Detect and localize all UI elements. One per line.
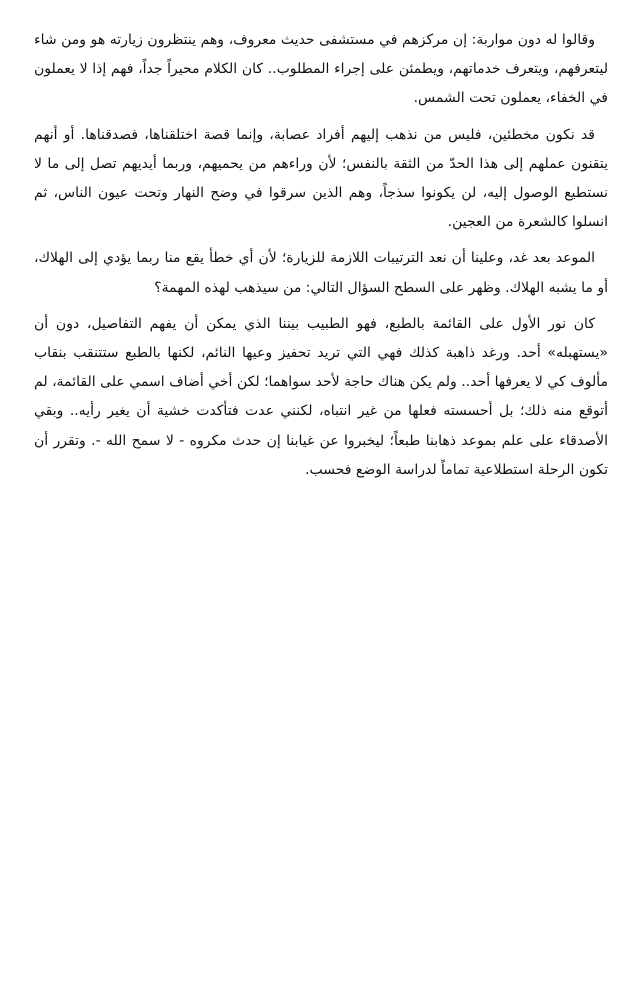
document-page bbox=[34, 26, 608, 492]
paragraph-1: وقالوا له دون مواربة: إن مركزهم في مستشفى حديث معروف، وهم ينتظرون زيارته هو ومن شاء ليتعرفهم، ويتعرف خدماتهم، ويطمئن على إجراء المطلوب.. كان الكلام محيراً جداً، فهم إذا لا يعملون في الخفاء، يعملون تحت الشمس. bbox=[34, 32, 608, 107]
paragraph-2: قد نكون مخطئين، فليس من نذهب إليهم أفراد عصابة، وإنما قصة اختلقناها، فصدقناها. أو أنهم يتقنون عملهم إلى هذا الحدّ من الثقة بالنفس؛ لأن وراءهم من يحميهم، وربما أيديهم تصل إلى ما لا نستطيع الوصول إليه، لن يكونوا سذجاً، وهم الذين سرقوا في وضح النهار وتحت عيون الناس، ثم انسلوا كالشعرة من العجين. bbox=[34, 126, 608, 231]
paragraph-3: الموعد بعد غد، وعلينا أن نعد الترتيبات اللازمة للزيارة؛ لأن أي خطأ يقع منا ربما يؤدي إلى الهلاك، أو ما يشبه الهلاك. وظهر على السطح السؤال التالي: من سيذهب لهذه المهمة؟ bbox=[34, 250, 608, 296]
paragraph-4: كان نور الأول على القائمة بالطبع، فهو الطبيب بيننا الذي يمكن أن يفهم التفاصيل، دون أن «يستهبله» أحد. ورغد ذاهبة كذلك فهي التي تريد تحفيز وعيها النائم، لكنها بالطبع ستتنقب بنقاب مألوف كي لا يعرفها أحد.. ولم يكن هناك حاجة لأحد سواهما؛ لكن أخي أضاف اسمي على القائمة، لم أتوقع منه ذلك؛ بل أحسسته فعلها من غير انتباه، لكنني عدت فتأكدت خشية أن يغير رأيه.. وبقي الأصدقاء على علم بموعد ذهابنا طبعاً؛ ليخبروا عن غيابنا إن حدث مكروه - لا سمح الله -. وتقرر أن تكون الرحلة استطلاعية تماماً لدراسة الوضع فحسب. bbox=[34, 315, 608, 478]
